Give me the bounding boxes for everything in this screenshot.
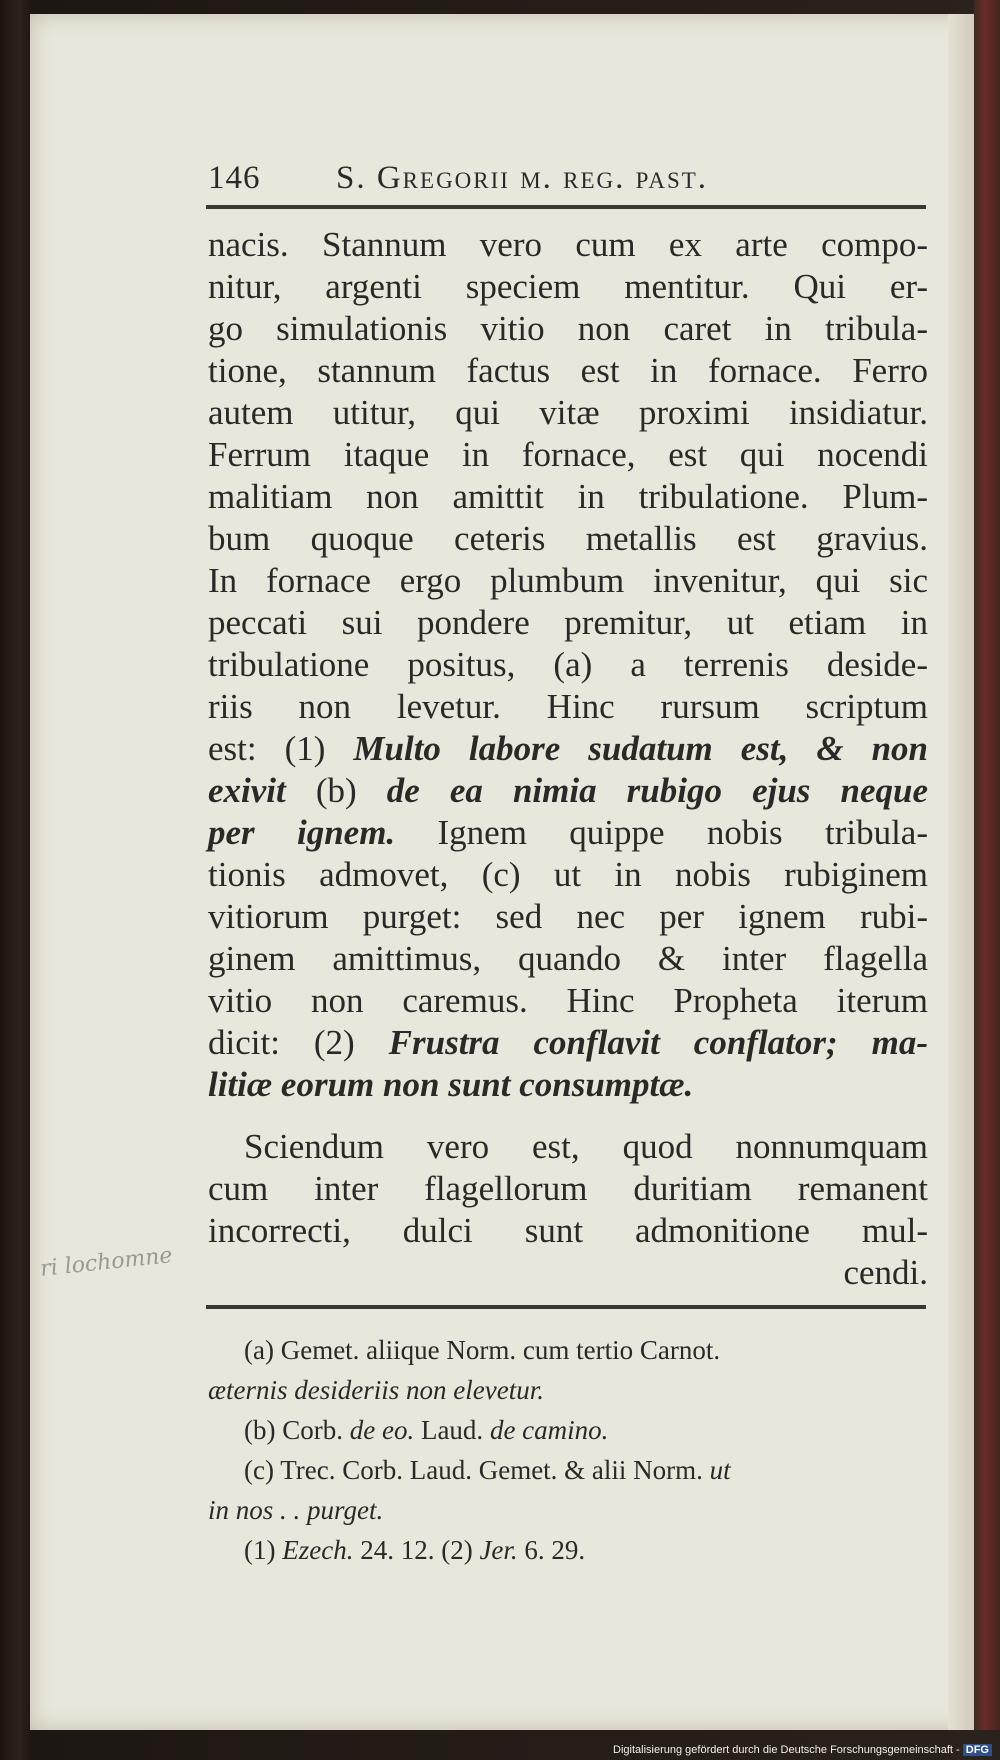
footnote-italic: Ezech. xyxy=(282,1535,354,1565)
footnote-roman: 6. 29. xyxy=(517,1535,586,1565)
footnote-italic: in nos . . purget. xyxy=(208,1495,384,1525)
footnote-roman: (c) Trec. Corb. Laud. Gemet. & alii Norm. xyxy=(244,1455,710,1485)
footnote-a-continued xyxy=(208,1370,928,1410)
scripture-quote: exivit xyxy=(208,771,286,810)
text-line: tione, stannum factus est in fornace. Ferro xyxy=(208,351,928,390)
text-roman: est: (1) xyxy=(208,729,354,768)
text-line: Sciendum vero est, quod nonnumquam xyxy=(244,1127,928,1166)
text-line xyxy=(208,1022,928,1064)
text-line xyxy=(208,1064,928,1106)
text-line: cum inter flagellorum duritiam remanent xyxy=(208,1169,928,1208)
text-line xyxy=(208,728,928,770)
scripture-quote: Frustra conflavit conflator; ma- xyxy=(388,1023,928,1062)
text-line: riis non levetur. Hinc rursum scriptum xyxy=(208,687,928,726)
footnote-roman: Laud. xyxy=(414,1415,490,1445)
header-rule xyxy=(206,205,926,209)
text-line: ginem amittimus, quando & inter flagella xyxy=(208,939,928,978)
text-line xyxy=(208,812,928,854)
footnote-italic: æternis desideriis non elevetur. xyxy=(208,1375,544,1405)
text-line: In fornace ergo plumbum invenitur, qui sic xyxy=(208,561,928,600)
text-line: cendi. xyxy=(843,1253,928,1292)
text-line: peccati sui pondere premitur, ut etiam in xyxy=(208,603,928,642)
footnote-a: (a) Gemet. aliique Norm. cum tertio Carnot. xyxy=(244,1335,721,1365)
scripture-quote: litiæ eorum non sunt consumptæ. xyxy=(208,1065,694,1104)
text-line xyxy=(208,770,928,812)
footnote-roman: (2) xyxy=(434,1535,480,1565)
page-number: 146 xyxy=(208,160,261,196)
footnotes xyxy=(208,1330,928,1570)
footnote-c xyxy=(208,1450,928,1490)
text-line: nacis. Stannum vero cum ex arte compo- xyxy=(208,225,928,264)
text-roman: (b) xyxy=(285,771,387,810)
text-line: bum quoque ceteris metallis est gravius. xyxy=(208,519,928,558)
footnote-rule xyxy=(206,1305,926,1309)
scripture-quote: Multo labore sudatum est, & non xyxy=(353,729,928,768)
main-text xyxy=(208,224,928,1294)
text-line: autem utitur, qui vitæ proximi insidiatur. xyxy=(208,393,928,432)
paragraph-gap xyxy=(208,1106,928,1126)
text-line: nitur, argenti speciem mentitur. Qui er- xyxy=(208,267,928,306)
digitization-text: Digitalisierung gefördert durch die Deutsche Forschungsgemeinschaft - xyxy=(613,1744,960,1756)
text-line: vitiorum purget: sed nec per ignem rubi- xyxy=(208,897,928,936)
text-line: go simulationis vitio non caret in tribula- xyxy=(208,309,928,348)
handwritten-margin-note: ri lochomne xyxy=(39,1243,174,1282)
text-line: incorrecti, dulci sunt admonitione mul- xyxy=(208,1211,928,1250)
text-line: malitiam non amittit in tribulatione. Plum- xyxy=(208,477,928,516)
page-gutter xyxy=(948,14,974,1730)
scripture-references xyxy=(208,1530,928,1570)
footnote-b xyxy=(208,1410,928,1450)
running-title: S. Gregorii m. reg. past. xyxy=(336,160,709,196)
footnote-italic: ut xyxy=(709,1455,731,1485)
text-line: tionis admovet, (c) ut in nobis rubiginem xyxy=(208,855,928,894)
footnote-italic: Jer. xyxy=(479,1535,518,1565)
book-spine xyxy=(974,0,1000,1730)
footnote-italic: de camino. xyxy=(489,1415,609,1445)
footnote-c-continued xyxy=(208,1490,928,1530)
text-roman: dicit: (2) xyxy=(208,1023,389,1062)
scripture-quote: de ea nimia rubigo ejus neque xyxy=(386,771,928,810)
footnote-roman: (1) xyxy=(244,1535,283,1565)
dfg-logo: DFG xyxy=(963,1744,992,1756)
running-header xyxy=(208,160,928,200)
text-line: tribulatione positus, (a) a terrenis deside- xyxy=(208,645,928,684)
footnote-roman: (b) Corb. xyxy=(244,1415,350,1445)
digitization-credit xyxy=(613,1744,992,1756)
text-line: vitio non caremus. Hinc Propheta iterum xyxy=(208,981,928,1020)
footnote-italic: de eo. xyxy=(349,1415,415,1445)
text-line: Ferrum itaque in fornace, est qui nocendi xyxy=(208,435,928,474)
scripture-quote: per ignem. xyxy=(208,813,396,852)
text-roman: Ignem quippe nobis tribula- xyxy=(395,813,928,852)
footnote-roman: 24. 12. xyxy=(353,1535,435,1565)
